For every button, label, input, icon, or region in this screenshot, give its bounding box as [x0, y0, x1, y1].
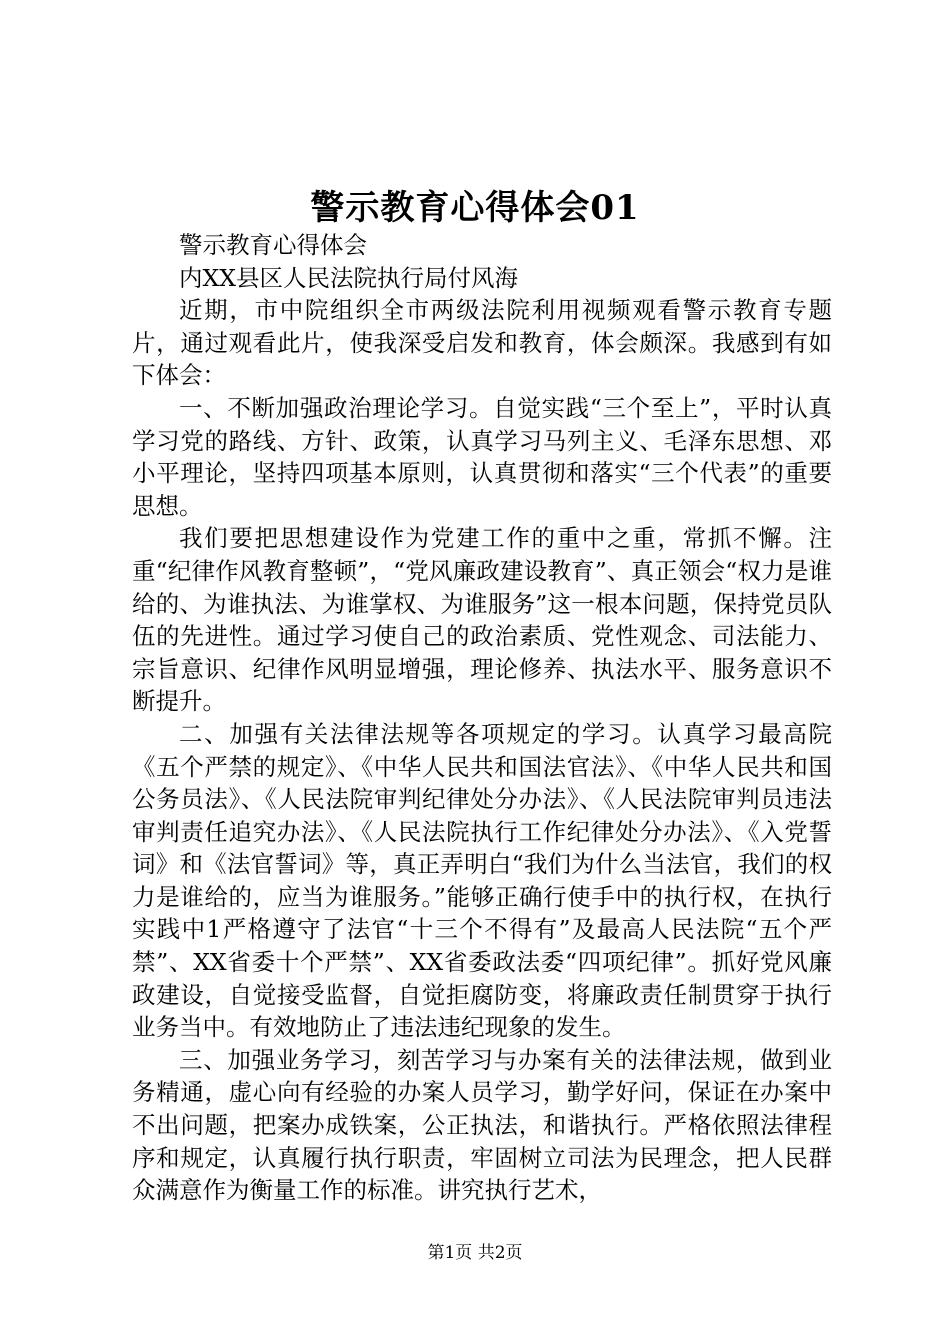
- page-footer: 第1页 共2页: [427, 1243, 523, 1263]
- document-title: 警示教育心得体会01: [310, 188, 640, 228]
- paragraph-section-1-cont: 我们要把思想建设作为党建工作的重中之重，常抓不懈。注重“纪律作风教育整顿”，“党风廉政建设教育”、真正领会“权力是谁给的、为谁执法、为谁掌权、为谁服务”这一根本问题，保持党员队伍的先进性。通过学习使自己的政治素质、党性观念、司法能力、宗旨意识、纪律作风明显增强，理论修养、执法水平、服务意识不断提升。: [132, 524, 832, 716]
- paragraph-section-3: 三、加强业务学习，刻苦学习与办案有关的法律法规，做到业务精通，虚心向有经验的办案人员学习，勤学好问，保证在办案中不出问题，把案办成铁案，公正执法，和谐执行。严格依照法律程序和规定，认真履行执行职责，牢固树立司法为民理念，把人民群众满意作为衡量工作的标准。讲究执行艺术，: [132, 1045, 832, 1205]
- paragraph-subtitle: 警示教育心得体会: [179, 231, 367, 259]
- paragraph-section-2: 二、加强有关法律法规等各项规定的学习。认真学习最高院《五个严禁的规定》、《中华人民共和国法官法》、《中华人民共和国公务员法》、《人民法院审判纪律处分办法》、《人民法院审判员违法审判责任追究办法》、《人民法院执行工作纪律处分办法》、《入党誓词》和《法官誓词》等，真正弄明白“我们为什么当法官，我们的权力是谁给的，应当为谁服务。”能够正确行使手中的执行权，在执行实践中1严格遵守了法官“十三个不得有”及最高人民法院“五个严禁”、XX省委十个严禁”、XX省委政法委“四项纪律”。抓好党风廉政建设，自觉接受监督，自觉拒腐防变，将廉政责任制贯穿于执行业务当中。有效地防止了违法违纪现象的发生。: [132, 719, 832, 1042]
- paragraph-section-1: 一、不断加强政治理论学习。自觉实践“三个至上”，平时认真学习党的路线、方针、政策，认真学习马列主义、毛泽东思想、邓小平理论，坚持四项基本原则，认真贯彻和落实“三个代表”的重要思想。: [132, 393, 832, 520]
- document-body: [132, 229, 832, 1207]
- paragraph-intro: 近期，市中院组织全市两级法院利用视频观看警示教育专题片，通过观看此片，使我深受启发和教育，体会颇深。我感到有如下体会：: [132, 296, 832, 390]
- paragraph-author: 内XX县区人民法院执行局付风海: [179, 263, 518, 292]
